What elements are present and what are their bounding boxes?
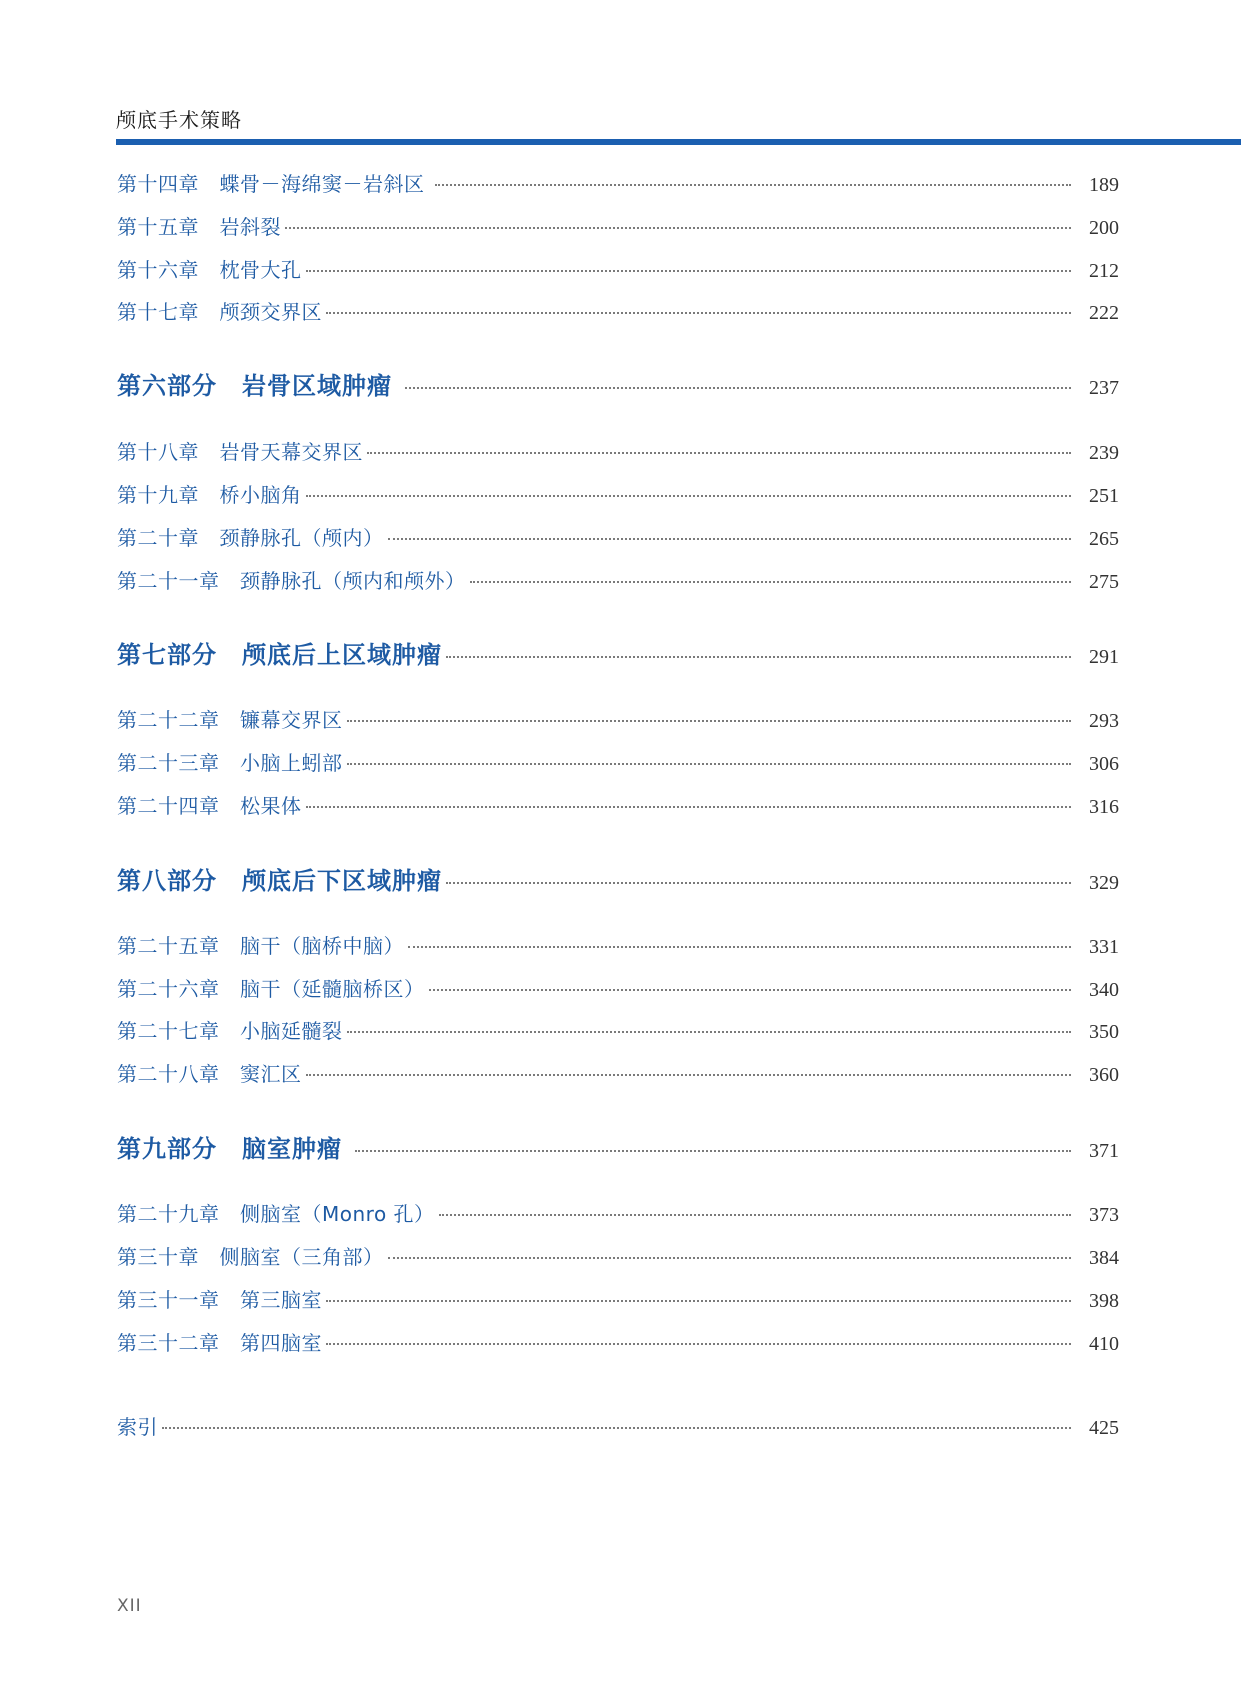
toc-entry-page-number: 331 (1089, 936, 1119, 958)
dot-leader (446, 656, 1071, 658)
toc-entry-title: 第三十二章 第四脑室 (117, 1331, 322, 1355)
toc-entry-title: 第六部分 岩骨区域肿瘤 (117, 372, 402, 400)
toc-chapter-entry[interactable] (117, 704, 1119, 733)
toc-chapter-entry[interactable] (117, 973, 1119, 1002)
toc-entry-title: 第二十三章 小脑上蚓部 (117, 751, 343, 775)
toc-entry-title: 第十八章 岩骨天幕交界区 (117, 440, 363, 464)
toc-entry-page-number: 425 (1089, 1417, 1119, 1439)
toc-chapter-entry[interactable] (117, 790, 1119, 819)
toc-entry-page-number: 291 (1089, 646, 1119, 668)
toc-chapter-entry[interactable] (117, 522, 1119, 551)
toc-part-entry[interactable] (117, 635, 1119, 670)
toc-chapter-entry[interactable] (117, 1198, 1119, 1227)
dot-leader (408, 946, 1071, 948)
toc-entry-page-number: 371 (1089, 1140, 1119, 1162)
toc-entry-title: 第九部分 脑室肿瘤 (117, 1135, 352, 1163)
toc-entry-title: 第七部分 颅底后上区域肿瘤 (117, 641, 442, 669)
dot-leader (285, 227, 1071, 229)
toc-entry-title: 第三十章 侧脑室（三角部） (117, 1245, 384, 1269)
toc-chapter-entry[interactable] (117, 1058, 1119, 1087)
toc-entry-page-number: 265 (1089, 528, 1119, 550)
toc-entry-page-number: 340 (1089, 979, 1119, 1001)
toc-chapter-entry[interactable] (117, 254, 1119, 283)
dot-leader (326, 1343, 1071, 1345)
toc-chapter-entry[interactable] (117, 1411, 1119, 1440)
dot-leader (326, 1300, 1071, 1302)
dot-leader (347, 763, 1072, 765)
toc-entry-title: 第十七章 颅颈交界区 (117, 300, 322, 324)
toc-entry-title: 索引 (117, 1415, 158, 1439)
toc-part-entry[interactable] (117, 366, 1119, 401)
toc-chapter-entry[interactable] (117, 436, 1119, 465)
dot-leader (306, 1074, 1072, 1076)
toc-entry-title: 第二十一章 颈静脉孔（颅内和颅外） (117, 569, 466, 593)
toc-entry-page-number: 373 (1089, 1204, 1119, 1226)
toc-entry-title: 第二十八章 窦汇区 (117, 1062, 302, 1086)
toc-entry-page-number: 251 (1089, 485, 1119, 507)
toc-entry-title: 第八部分 颅底后下区域肿瘤 (117, 867, 442, 895)
toc-chapter-entry[interactable] (117, 211, 1119, 240)
dot-leader (306, 270, 1072, 272)
dot-leader (367, 452, 1071, 454)
dot-leader (429, 989, 1072, 991)
toc-entry-page-number: 410 (1089, 1333, 1119, 1355)
dot-leader (439, 1214, 1071, 1216)
dot-leader (446, 882, 1071, 884)
toc-part-entry[interactable] (117, 861, 1119, 896)
toc-entry-title: 第十九章 桥小脑角 (117, 483, 302, 507)
toc-entry-title: 第十五章 岩斜裂 (117, 215, 281, 239)
toc-entry-title: 第二十章 颈静脉孔（颅内） (117, 526, 384, 550)
toc-chapter-entry[interactable] (117, 565, 1119, 594)
toc-chapter-entry[interactable] (117, 1015, 1119, 1044)
toc-entry-title: 第十六章 枕骨大孔 (117, 258, 302, 282)
dot-leader (306, 495, 1072, 497)
toc-entry-title: 第二十四章 松果体 (117, 794, 302, 818)
dot-leader (355, 1150, 1071, 1152)
dot-leader (388, 538, 1072, 540)
toc-chapter-entry[interactable] (117, 296, 1119, 325)
toc-entry-page-number: 222 (1089, 302, 1119, 324)
dot-leader (347, 1031, 1072, 1033)
toc-chapter-entry[interactable] (117, 168, 1119, 197)
toc-entry-title: 第三十一章 第三脑室 (117, 1288, 322, 1312)
toc-entry-title: 第二十二章 镰幕交界区 (117, 708, 343, 732)
toc-entry-page-number: 275 (1089, 571, 1119, 593)
dot-leader (388, 1257, 1072, 1259)
running-header-title: 颅底手术策略 (116, 108, 242, 132)
toc-entry-page-number: 239 (1089, 442, 1119, 464)
dot-leader (306, 806, 1072, 808)
page-number: XII (117, 1596, 142, 1616)
toc-chapter-entry[interactable] (117, 930, 1119, 959)
dot-leader (326, 312, 1071, 314)
toc-entry-title: 第二十七章 小脑延髓裂 (117, 1019, 343, 1043)
toc-entry-page-number: 237 (1089, 377, 1119, 399)
toc-entry-page-number: 316 (1089, 796, 1119, 818)
toc-entry-page-number: 293 (1089, 710, 1119, 732)
toc-entry-page-number: 350 (1089, 1021, 1119, 1043)
toc-chapter-entry[interactable] (117, 479, 1119, 508)
toc-entry-title: 第二十九章 侧脑室（Monro 孔） (117, 1202, 435, 1226)
toc-entry-page-number: 398 (1089, 1290, 1119, 1312)
toc-entry-page-number: 384 (1089, 1247, 1119, 1269)
toc-chapter-entry[interactable] (117, 1284, 1119, 1313)
toc-entry-page-number: 306 (1089, 753, 1119, 775)
dot-leader (435, 184, 1071, 186)
dot-leader (162, 1427, 1071, 1429)
toc-chapter-entry[interactable] (117, 1327, 1119, 1356)
toc-entry-page-number: 189 (1089, 174, 1119, 196)
toc-chapter-entry[interactable] (117, 747, 1119, 776)
toc-part-entry[interactable] (117, 1129, 1119, 1164)
toc-chapter-entry[interactable] (117, 1241, 1119, 1270)
dot-leader (405, 387, 1071, 389)
toc-entry-page-number: 212 (1089, 260, 1119, 282)
toc-entry-page-number: 329 (1089, 872, 1119, 894)
toc-entry-page-number: 200 (1089, 217, 1119, 239)
toc-entry-title: 第二十五章 脑干（脑桥中脑） (117, 934, 404, 958)
toc-entry-page-number: 360 (1089, 1064, 1119, 1086)
toc-entry-title: 第十四章 蝶骨－海绵窦－岩斜区 (117, 172, 432, 196)
dot-leader (470, 581, 1072, 583)
dot-leader (347, 720, 1072, 722)
toc-entry-title: 第二十六章 脑干（延髓脑桥区） (117, 977, 425, 1001)
